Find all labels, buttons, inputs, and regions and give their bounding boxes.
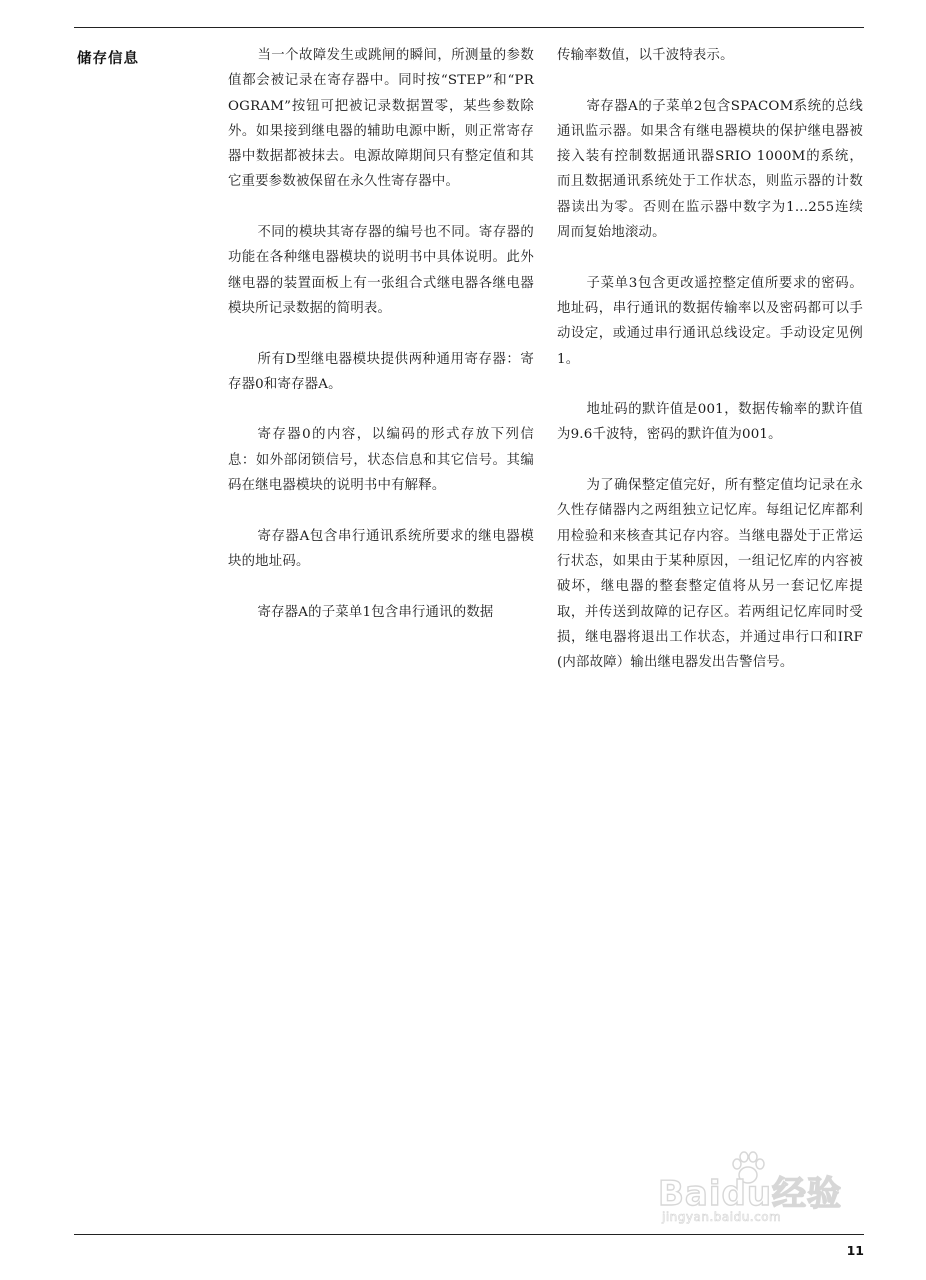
paragraph-right-1: 传输率数值，以千波特表示。 xyxy=(557,48,734,63)
paragraph-left-6: 寄存器A的子菜单1包含串行通讯的数据 xyxy=(257,604,494,620)
bottom-rule xyxy=(74,1234,864,1235)
watermark-logo-text: Baidu经验 xyxy=(658,1174,843,1214)
paragraph-right-3: 子菜单3包含更改遥控整定值所要求的密码。地址码，串行通讯的数据传输率以及密码都可以手动设定，或通过串行通讯总线设定。手动设定见例1。 xyxy=(557,275,863,367)
right-column xyxy=(557,43,863,675)
left-column xyxy=(228,43,534,625)
paragraph-right-4: 地址码的默许值是001，数据传输率的默许值为9.6千波特，密码的默许值为001。 xyxy=(557,402,863,443)
paragraph-right-5: 为了确保整定值完好，所有整定值均记录在永久性存储器内之两组独立记忆库。每组记忆库都利用检验和来核查其记存内容。当继电器处于正常运行状态，如果由于某种原因，一组记忆库的内容被破坏，继电器的整套整定值将从另一套记忆库提取，并传送到故障的记存区。若两组记忆库同时受损，继电器将退出工作状态，并通过串行口和IRF(内部故障）输出继电器发出告警信号。 xyxy=(557,478,863,671)
baidu-watermark xyxy=(658,1148,868,1228)
paragraph-left-4: 寄存器0的内容，以编码的形式存放下列信息：如外部闭锁信号，状态信息和其它信号。其编码在继电器模块的说明书中有解释。 xyxy=(228,427,534,494)
paragraph-right-2: 寄存器A的子菜单2包含SPACOM系统的总线通讯监示器。如果含有继电器模块的保护继电器被接入装有控制数据通讯器SRIO 1000M的系统，而且数据通讯系统处于工作状态，则监示器的计数器读出为零。否则在监示器中数字为1...255连续周而复始地滚动。 xyxy=(557,98,863,241)
section-heading: 储存信息 xyxy=(77,51,139,67)
paragraph-left-3: 所有D型继电器模块提供两种通用寄存器：寄存器0和寄存器A。 xyxy=(228,351,534,392)
paragraph-left-5: 寄存器A包含串行通讯系统所要求的继电器模块的地址码。 xyxy=(228,528,534,569)
page-number: 11 xyxy=(846,1243,864,1258)
watermark-url: jingyan.baidu.com xyxy=(662,1210,782,1224)
top-rule xyxy=(74,27,864,28)
paragraph-left-1: 当一个故障发生或跳闸的瞬间，所测量的参数值都会被记录在寄存器中。同时按“STEP”和“PROGRAM”按钮可把被记录数据置零，某些参数除外。如果接到继电器的辅助电源中断，则正常寄存器中数据都被抹去。电源故障期间只有整定值和其它重要参数被保留在永久性寄存器中。 xyxy=(228,48,534,190)
paragraph-left-2: 不同的模块其寄存器的编号也不同。寄存器的功能在各种继电器模块的说明书中具体说明。此外继电器的装置面板上有一张组合式继电器各继电器模块所记录数据的简明表。 xyxy=(228,225,534,316)
